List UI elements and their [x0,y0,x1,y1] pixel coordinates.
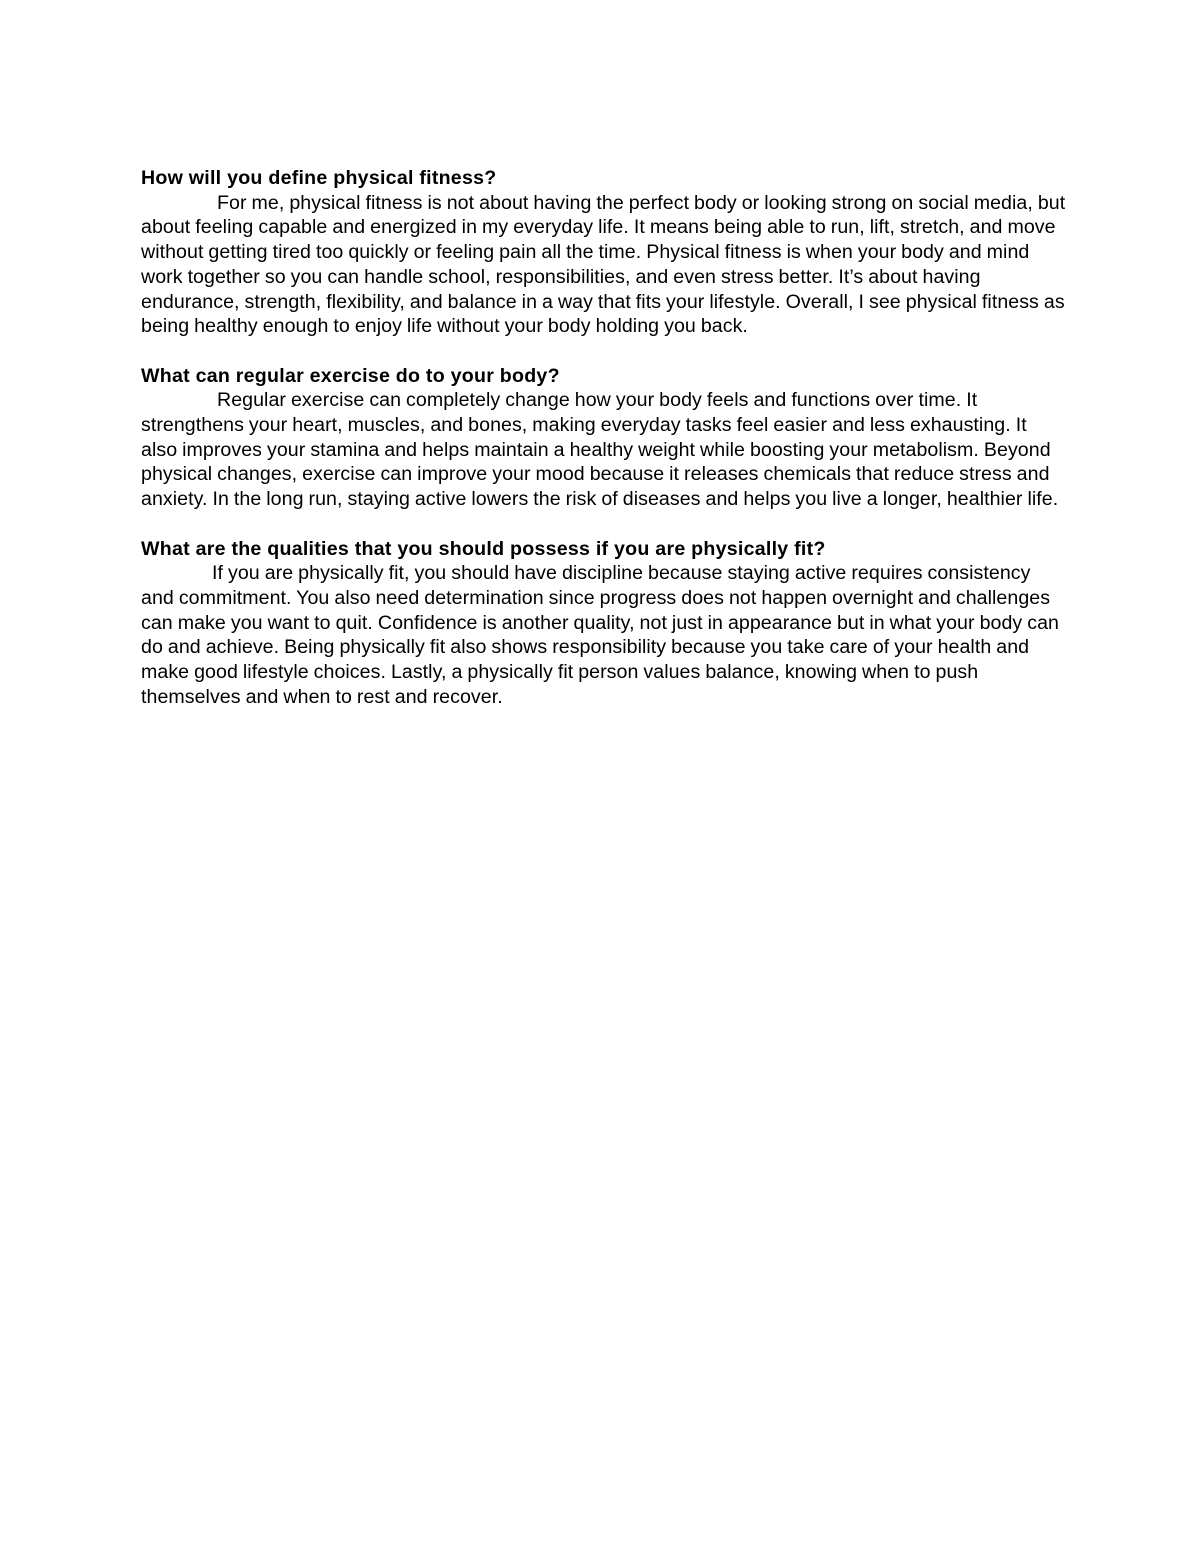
question-section-1 [141,166,1066,339]
question-heading: How will you define physical fitness? [141,167,497,189]
answer-paragraph: If you are physically fit, you should have discipline because staying active requires consistency and commitment. You also need determination since progress does not happen overnight and challenges can make you want to quit. Confidence is another quality, not just in appearance but in what your body can do and achieve. Being physically fit also shows responsibility because you take care of your health and make good lifestyle choices. Lastly, a physically fit person values balance, knowing when to push themselves and when to rest and recover. [141,562,1059,708]
answer-paragraph: Regular exercise can completely change how your body feels and functions over time. It strengthens your heart, muscles, and bones, making everyday tasks feel easier and less exhausting. It also improves your stamina and helps maintain a healthy weight while boosting your metabolism. Beyond physical changes, exercise can improve your mood because it releases chemicals that reduce stress and anxiety. In the long run, staying active lowers the risk of diseases and helps you live a longer, healthier life. [141,389,1059,511]
question-heading: What are the qualities that you should possess if you are physically fit? [141,537,826,560]
question-section-3 [141,537,1066,710]
answer-paragraph: For me, physical fitness is not about having the perfect body or looking strong on social media, but about feeling capable and energized in my everyday life. It means being able to run, lift, stretch, and move without getting tired too quickly or feeling pain all the time. Physical fitness is when your body and mind work together so you can handle school, responsibilities, and even stress better. It’s about having endurance, strength, flexibility, and balance in a way that fits your lifestyle. Overall, I see physical fitness as being healthy enough to enjoy life without your body holding you back. [141,191,1066,338]
question-heading: What can regular exercise do to your body? [141,364,560,387]
question-section-2 [141,364,1066,512]
document-body [141,166,1066,734]
